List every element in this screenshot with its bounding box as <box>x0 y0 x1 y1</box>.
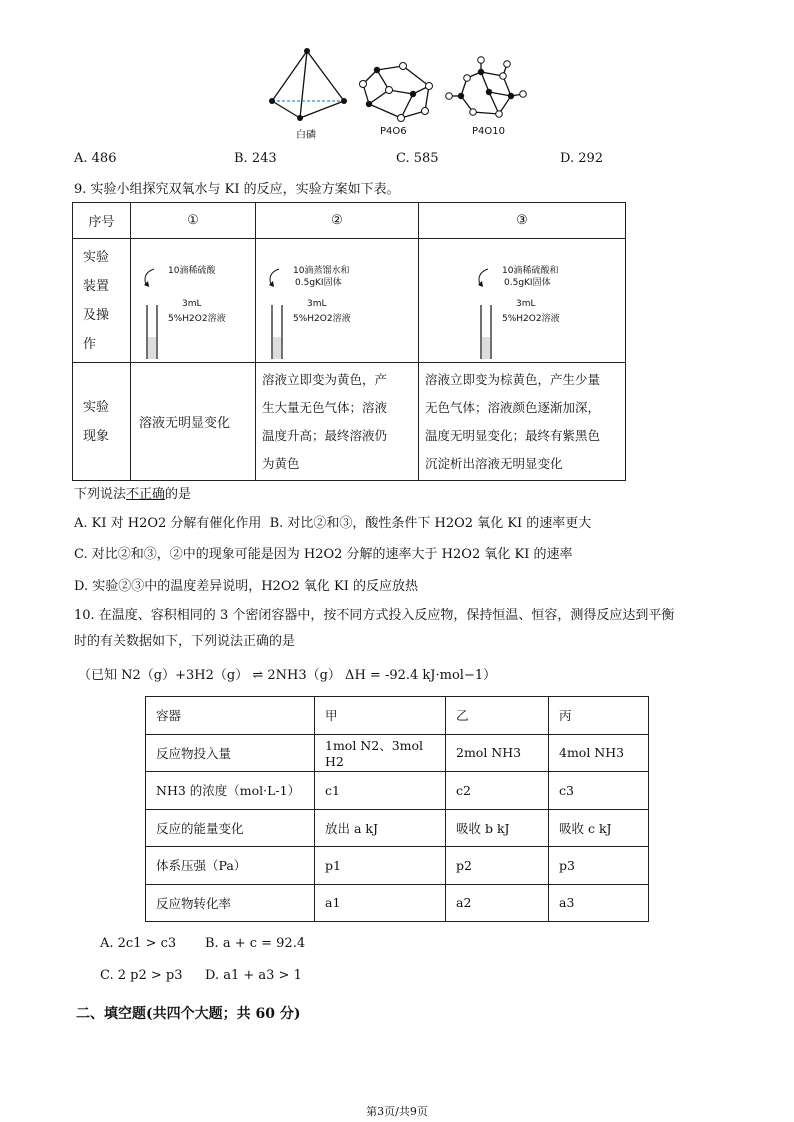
q10-cell: p1 <box>315 847 446 885</box>
p4o6-figure <box>355 56 445 131</box>
q10-table <box>145 696 649 922</box>
q10-cell: 吸收 b kJ <box>446 809 549 847</box>
q10-option-b: B. a + c = 92.4 <box>205 936 306 951</box>
q9-prompt: 下列说法不正确的是 <box>74 487 192 502</box>
q9-phenomenon-1: 溶液无明显变化 <box>131 363 256 481</box>
q9-row-setup-label: 实验 装置 及操 作 <box>73 239 131 363</box>
q10-option-a: A. 2c1 > c3 <box>100 936 177 951</box>
q9-header-3: ③ <box>419 203 626 239</box>
q8-option-b: B. 243 <box>234 151 277 166</box>
q10-cell: a1 <box>315 884 446 922</box>
q9-row-phenomenon-label: 实验 现象 <box>73 363 131 481</box>
q9-header-1: ① <box>131 203 256 239</box>
q9-phenomenon-2: 溶液立即变为黄色，产 生大量无色气体；溶液 温度升高；最终溶液仍 为黄色 <box>256 363 419 481</box>
q9-setup-1: 10滴稀硫酸 3mL 5%H2O2溶液 <box>131 239 256 363</box>
q8-option-c: C. 585 <box>396 151 439 166</box>
q10-cell: a2 <box>446 884 549 922</box>
q9-option-b: B. 对比②和③，酸性条件下 H2O2 氧化 KI 的速率更大 <box>269 516 592 531</box>
q10-cell: 甲 <box>315 697 446 735</box>
section-title: 二、填空题(共四个大题；共 60 分) <box>76 1006 301 1022</box>
q10-stem-line2: 时的有关数据如下，下列说法正确的是 <box>74 634 296 649</box>
q9-option-a: A. KI 对 H2O2 分解有催化作用 <box>74 516 262 531</box>
q10-option-c: C. 2 p2 > p3 <box>100 968 183 983</box>
q10-cell: 4mol NH3 <box>549 734 649 772</box>
p4o10-figure <box>445 56 530 131</box>
q10-cell: 反应的能量变化 <box>146 809 315 847</box>
q10-cell: 丙 <box>549 697 649 735</box>
white-phosphorus-label: 白磷 <box>296 130 316 141</box>
q10-equation: （已知 N2（g）+3H2（g） ⇌ 2NH3（g） ΔH = -92.4 kJ·mol−1） <box>78 668 497 683</box>
q9-setup-3: 10滴稀硫酸和 0.5gKI固体 3mL 5%H2O2溶液 <box>419 239 626 363</box>
q9-header-index: 序号 <box>73 203 131 239</box>
q10-cell: p3 <box>549 847 649 885</box>
q10-cell: c2 <box>446 772 549 810</box>
q9-option-c: C. 对比②和③，②中的现象可能是因为 H2O2 分解的速率大于 H2O2 氧化 KI 的速率 <box>74 547 573 562</box>
q10-cell: p2 <box>446 847 549 885</box>
q8-option-a: A. 486 <box>74 151 117 166</box>
q10-cell: c1 <box>315 772 446 810</box>
q10-cell: 放出 a kJ <box>315 809 446 847</box>
q10-cell: c3 <box>549 772 649 810</box>
q10-cell: 乙 <box>446 697 549 735</box>
q9-option-a-b <box>74 512 591 531</box>
q10-cell: 2mol NH3 <box>446 734 549 772</box>
q10-cell: 反应物投入量 <box>146 734 315 772</box>
q10-cell: 反应物转化率 <box>146 884 315 922</box>
q9-phenomenon-3: 溶液立即变为棕黄色，产生少量 无色气体；溶液颜色逐渐加深， 温度无明显变化；最终有紫黑色 沉淀析出溶液无明显变化 <box>419 363 626 481</box>
q10-option-d: D. a1 + a3 > 1 <box>205 968 302 983</box>
q9-stem: 9. 实验小组探究双氧水与 KI 的反应，实验方案如下表。 <box>74 182 400 197</box>
q10-stem-line1: 10. 在温度、容积相同的 3 个密闭容器中，按不同方式投入反应物，保持恒温、恒容，测得反应达到平衡 <box>74 608 675 623</box>
p4o6-label: P4O6 <box>380 126 407 137</box>
p4o10-label: P4O10 <box>472 126 505 137</box>
q10-cell: NH3 的浓度（mol·L-1） <box>146 772 315 810</box>
q10-cell: 体系压强（Pa） <box>146 847 315 885</box>
q9-setup-2: 10滴蒸馏水和 0.5gKI固体 3mL 5%H2O2溶液 <box>256 239 419 363</box>
page-footer: 第3页/共9页 <box>366 1105 428 1118</box>
q10-cell: 吸收 c kJ <box>549 809 649 847</box>
q10-cell: a3 <box>549 884 649 922</box>
q9-table <box>72 202 626 481</box>
q10-cell: 容器 <box>146 697 315 735</box>
q9-option-d: D. 实验②③中的温度差异说明，H2O2 氧化 KI 的反应放热 <box>74 579 419 594</box>
q10-cell: 1mol N2、3mol H2 <box>315 734 446 772</box>
q8-option-d: D. 292 <box>560 151 604 166</box>
q9-header-2: ② <box>256 203 419 239</box>
